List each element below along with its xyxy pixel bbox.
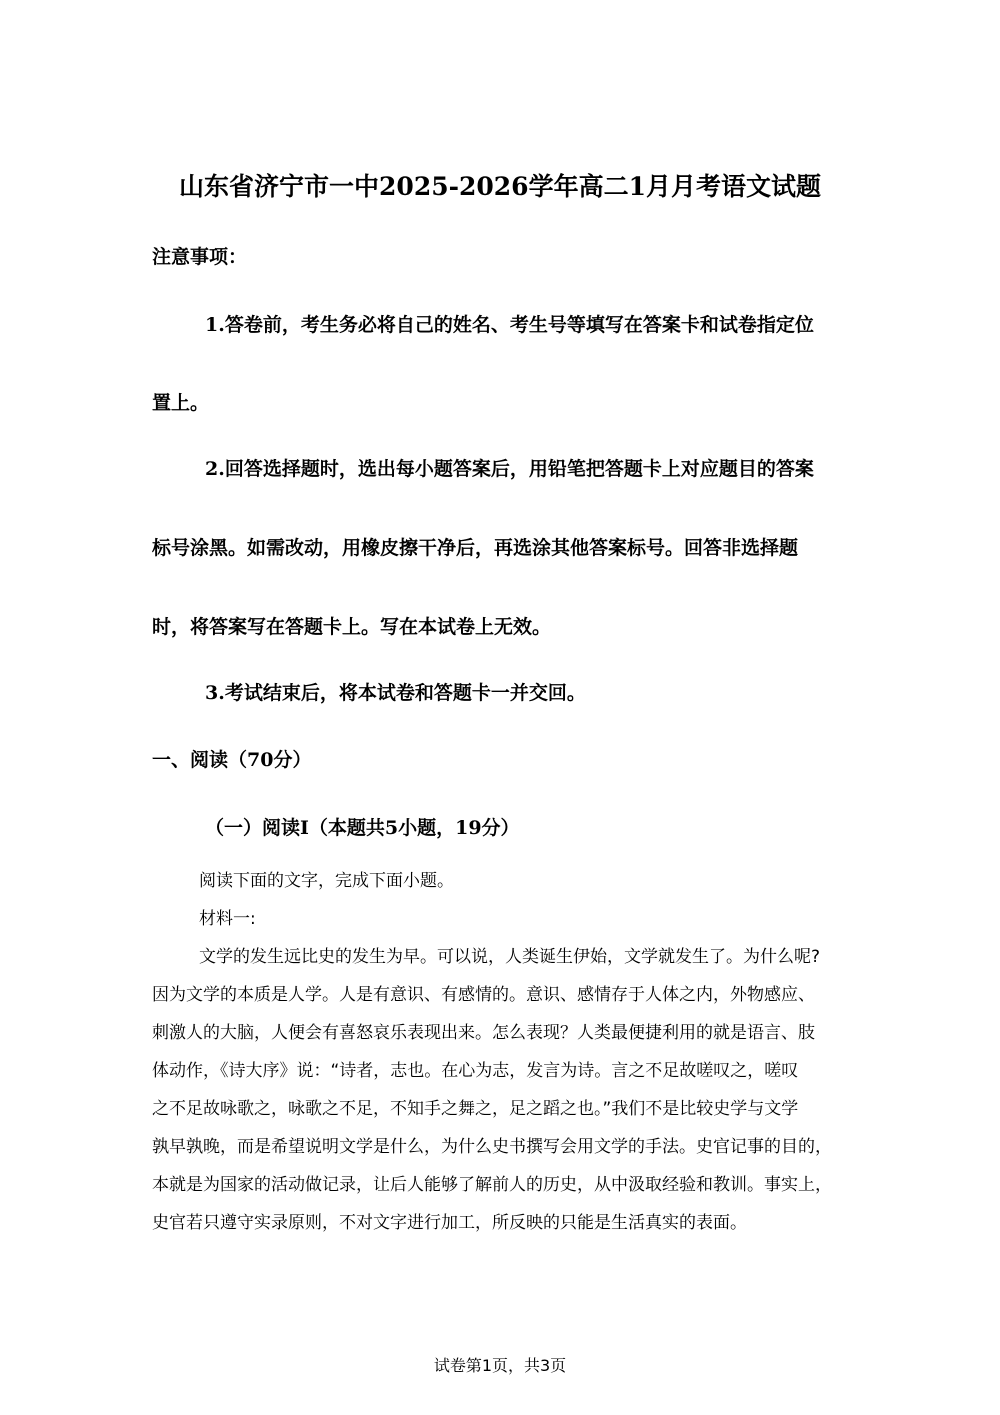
passage-line: 体动作，《诗大序》说：“诗者，志也。在心为志，发言为诗。言之不足故嗟叹之，嗟叹 bbox=[152, 1061, 799, 1081]
notice-line: 时，将答案写在答题卡上。写在本试卷上无效。 bbox=[152, 616, 552, 638]
passage-line: 刺激人的大脑，人便会有喜怒哀乐表现出来。怎么表现？人类最便捷利用的就是语言、肢 bbox=[152, 1023, 815, 1043]
notice-heading: 注意事项： bbox=[152, 246, 248, 268]
instruction-text: 阅读下面的文字，完成下面小题。 bbox=[199, 871, 454, 891]
passage-line: 因为文学的本质是人学。人是有意识、有感情的。意识、感情存于人体之内，外物感应、 bbox=[152, 985, 815, 1005]
section-heading: 一、阅读（70分） bbox=[152, 749, 312, 771]
notice-line: 置上。 bbox=[152, 392, 210, 414]
material-label: 材料一: bbox=[199, 909, 256, 929]
notice-line: 1.答卷前，考生务必将自己的姓名、考生号等填写在答案卡和试卷指定位 bbox=[205, 314, 814, 336]
subsection-heading: （一）阅读Ⅰ（本题共5小题，19分） bbox=[205, 817, 520, 839]
notice-line: 2.回答选择题时，选出每小题答案后，用铅笔把答题卡上对应题目的答案 bbox=[205, 458, 814, 480]
page-footer: 试卷第1页，共3页 bbox=[433, 1356, 567, 1375]
passage-line: 之不足故咏歌之，咏歌之不足，不知手之舞之，足之蹈之也。”我们不是比较史学与文学 bbox=[152, 1099, 799, 1119]
notice-line: 3.考试结束后，将本试卷和答题卡一并交回。 bbox=[205, 682, 586, 704]
passage-line: 本就是为国家的活动做记录，让后人能够了解前人的历史，从中汲取经验和教训。事实上， bbox=[152, 1175, 832, 1195]
page-title: 山东省济宁市一中2025-2026学年高二1月月考语文试题 bbox=[179, 172, 821, 201]
passage-line: 文学的发生远比史的发生为早。可以说，人类诞生伊始，文学就发生了。为什么呢? bbox=[199, 947, 821, 967]
notice-line: 标号涂黑。如需改动，用橡皮擦干净后，再选涂其他答案标号。回答非选择题 bbox=[152, 537, 799, 559]
passage-line: 孰早孰晚，而是希望说明文学是什么，为什么史书撰写会用文学的手法。史官记事的目的， bbox=[152, 1137, 832, 1157]
passage-line: 史官若只遵守实录原则，不对文字进行加工，所反映的只能是生活真实的表面。 bbox=[152, 1213, 747, 1233]
